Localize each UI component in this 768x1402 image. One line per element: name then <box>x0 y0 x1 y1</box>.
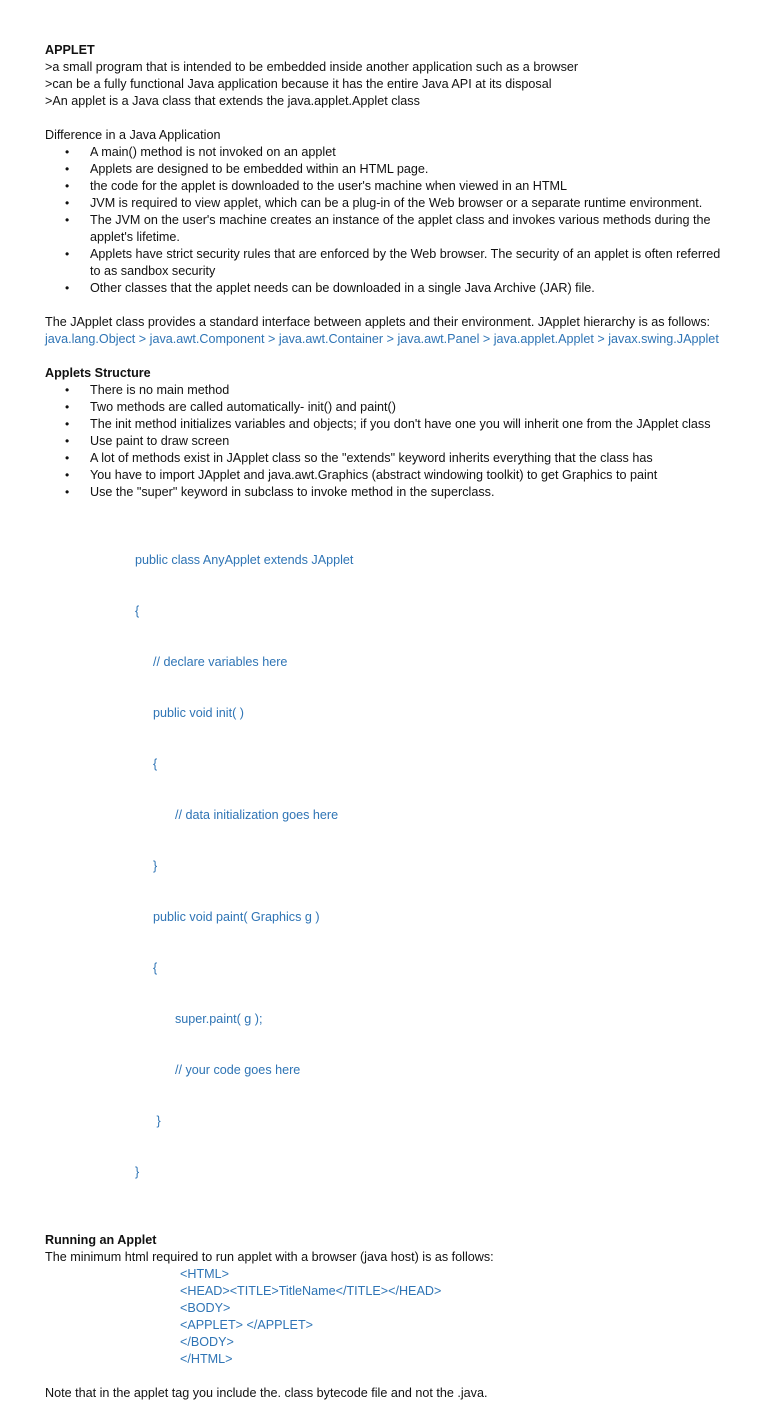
structure-section <box>45 365 728 1215</box>
list-item: • Applets are designed to be embedded within an HTML page. <box>45 161 728 178</box>
structure-heading: Applets Structure <box>45 366 151 380</box>
code-line: // declare variables here <box>153 655 288 669</box>
code-line: public void paint( Graphics g ) <box>153 910 320 924</box>
code-line: super.paint( g ); <box>175 1012 263 1026</box>
difference-section <box>45 127 728 297</box>
list-item: • A lot of methods exist in JApplet class so the "extends" keyword inherits everything that the class has <box>45 450 728 467</box>
code-line: { <box>135 604 140 618</box>
applet-intro-section <box>45 42 728 110</box>
code-line: } <box>135 1165 140 1179</box>
difference-heading: Difference in a Java Application <box>45 128 221 142</box>
list-item: • The init method initializes variables and objects; if you don't have one you will inherit one from the JApplet class <box>45 416 728 433</box>
code-line: <HTML> <box>180 1267 229 1281</box>
code-line: public class AnyApplet extends JApplet <box>135 553 354 567</box>
note-paragraph: Note that in the applet tag you include the. class bytecode file and not the .java. <box>45 1386 488 1400</box>
list-item: • A main() method is not invoked on an applet <box>45 144 728 161</box>
code-line: <BODY> <box>180 1301 231 1315</box>
code-line: { <box>153 757 158 771</box>
list-item: • JVM is required to view applet, which can be a plug-in of the Web browser or a separate runtime environment. <box>45 195 728 212</box>
list-item: • Use the "super" keyword in subclass to invoke method in the superclass. <box>45 484 728 501</box>
list-item: • There is no main method <box>45 382 728 399</box>
code-line: public void init( ) <box>153 706 244 720</box>
running-heading: Running an Applet <box>45 1233 157 1247</box>
running-section <box>45 1232 728 1368</box>
code-line: } <box>153 1114 161 1128</box>
list-item: • Other classes that the applet needs can be downloaded in a single Java Archive (JAR) file. <box>45 280 728 297</box>
list-item: • Two methods are called automatically- init() and paint() <box>45 399 728 416</box>
intro-line: >a small program that is intended to be embedded inside another application such as a browser <box>45 60 579 74</box>
code-line: </HTML> <box>180 1352 233 1366</box>
intro-line: >An applet is a Java class that extends the java.applet.Applet class <box>45 94 420 108</box>
japplet-section <box>45 314 728 348</box>
running-paragraph: The minimum html required to run applet with a browser (java host) is as follows: <box>45 1250 494 1264</box>
difference-list <box>45 144 728 297</box>
japplet-paragraph: The JApplet class provides a standard interface between applets and their environment. JApplet hierarchy is as follows: <box>45 315 711 329</box>
code-line: // data initialization goes here <box>175 808 339 822</box>
list-item: • Use paint to draw screen <box>45 433 728 450</box>
code-line: { <box>153 961 158 975</box>
html-code-block <box>180 1266 728 1368</box>
code-line: </BODY> <box>180 1335 234 1349</box>
code-line: <HEAD><TITLE>TitleName</TITLE></HEAD> <box>180 1284 442 1298</box>
list-item: • Applets have strict security rules that are enforced by the Web browser. The security of an applet is often referred to as sandbox security <box>45 246 728 280</box>
applet-heading: APPLET <box>45 43 95 57</box>
japplet-hierarchy: java.lang.Object > java.awt.Component > java.awt.Container > java.awt.Panel > java.applet.Applet > javax.swing.JApplet <box>45 332 719 346</box>
code-line: // your code goes here <box>175 1063 301 1077</box>
structure-list <box>45 382 728 501</box>
list-item: • You have to import JApplet and java.awt.Graphics (abstract windowing toolkit) to get Graphics to paint <box>45 467 728 484</box>
code-line: } <box>153 859 158 873</box>
applet-code-block <box>135 518 728 1215</box>
list-item: • the code for the applet is downloaded to the user's machine when viewed in an HTML <box>45 178 728 195</box>
list-item: • The JVM on the user's machine creates an instance of the applet class and invokes various methods during the applet's lifetime. <box>45 212 728 246</box>
intro-line: >can be a fully functional Java application because it has the entire Java API at its disposal <box>45 77 552 91</box>
code-line: <APPLET> </APPLET> <box>180 1318 314 1332</box>
